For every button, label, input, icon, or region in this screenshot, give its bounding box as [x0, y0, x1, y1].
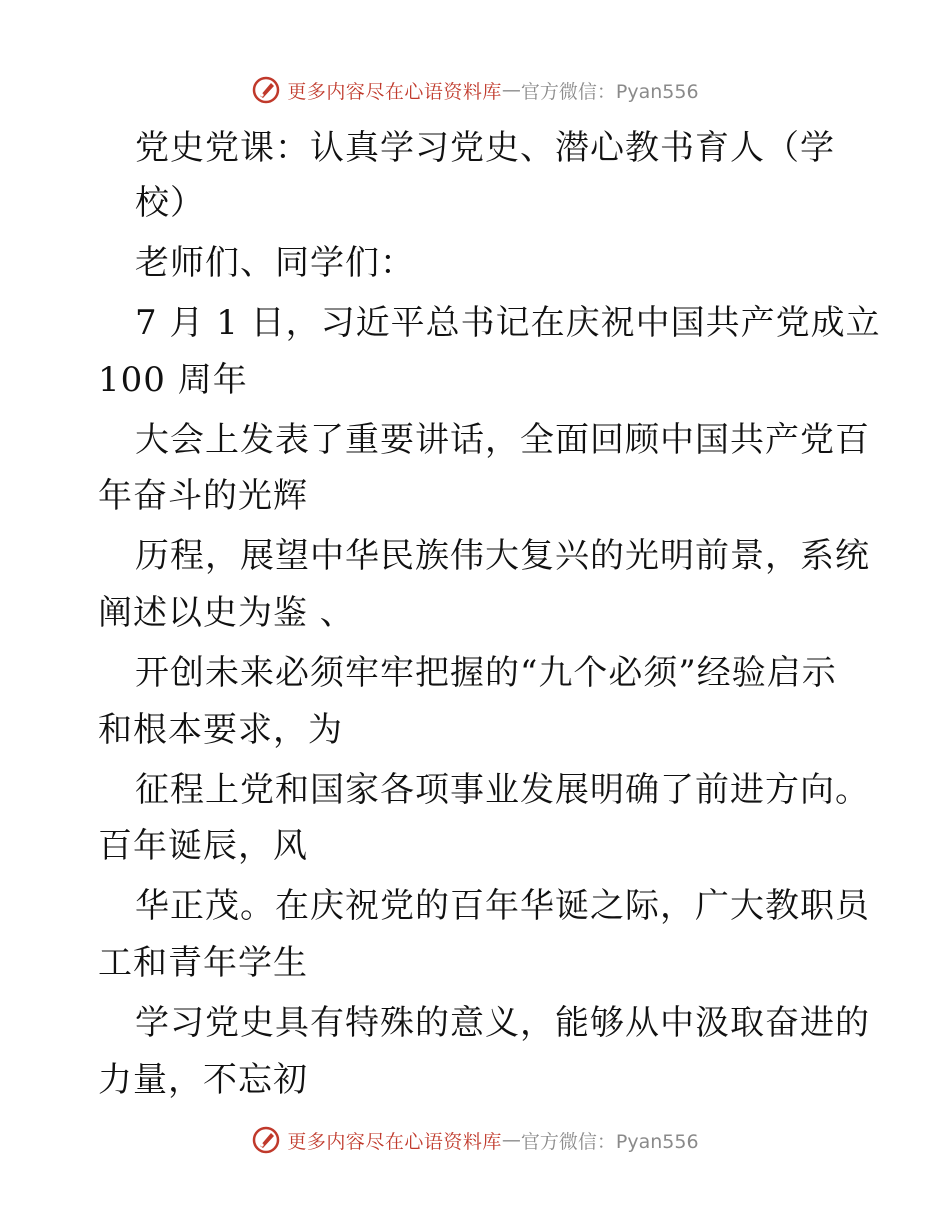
banner-brand-text: 更多内容尽在心语资料库 — [287, 80, 502, 103]
paragraph-line: 百年诞辰，风 — [98, 826, 308, 866]
title-line-2: 校） — [135, 183, 205, 223]
paragraph-line: 100 周年 — [98, 360, 248, 400]
pen-nib-logo-icon — [251, 1125, 281, 1155]
footer-banner — [0, 1120, 950, 1160]
banner-wechat-text: 官方微信：Pyan556 — [520, 1130, 699, 1153]
paragraph-line: 力量，不忘初 — [98, 1060, 308, 1100]
pen-nib-logo-icon — [251, 75, 281, 105]
paragraph-line: 7 月 1 日，习近平总书记在庆祝中国共产党成立 — [135, 303, 881, 343]
banner-dash: — — [501, 79, 521, 101]
paragraph-line: 历程，展望中华民族伟大复兴的光明前景，系统 — [135, 536, 870, 576]
paragraph-line: 学习党史具有特殊的意义，能够从中汲取奋进的 — [135, 1003, 870, 1043]
salutation: 老师们、同学们： — [135, 243, 415, 283]
paragraph-line: 征程上党和国家各项事业发展明确了前进方向。 — [135, 770, 870, 810]
paragraph-line: 工和青年学生 — [98, 943, 308, 983]
paragraph-line: 大会上发表了重要讲话，全面回顾中国共产党百 — [135, 420, 870, 460]
title-line-1: 党史党课：认真学习党史、潜心教书育人（学 — [135, 128, 835, 168]
banner-brand-text: 更多内容尽在心语资料库 — [287, 1130, 502, 1153]
paragraph-line: 华正茂。在庆祝党的百年华诞之际，广大教职员 — [135, 886, 870, 926]
paragraph-line: 和根本要求，为 — [98, 710, 343, 750]
banner-wechat-text: 官方微信：Pyan556 — [520, 80, 699, 103]
paragraph-line: 开创未来必须牢牢把握的“九个必须”经验启示 — [135, 653, 837, 693]
header-banner — [0, 70, 950, 110]
paragraph-line: 年奋斗的光辉 — [98, 476, 308, 516]
banner-dash: — — [501, 1129, 521, 1151]
paragraph-line: 阐述以史为鉴 、 — [98, 593, 355, 633]
